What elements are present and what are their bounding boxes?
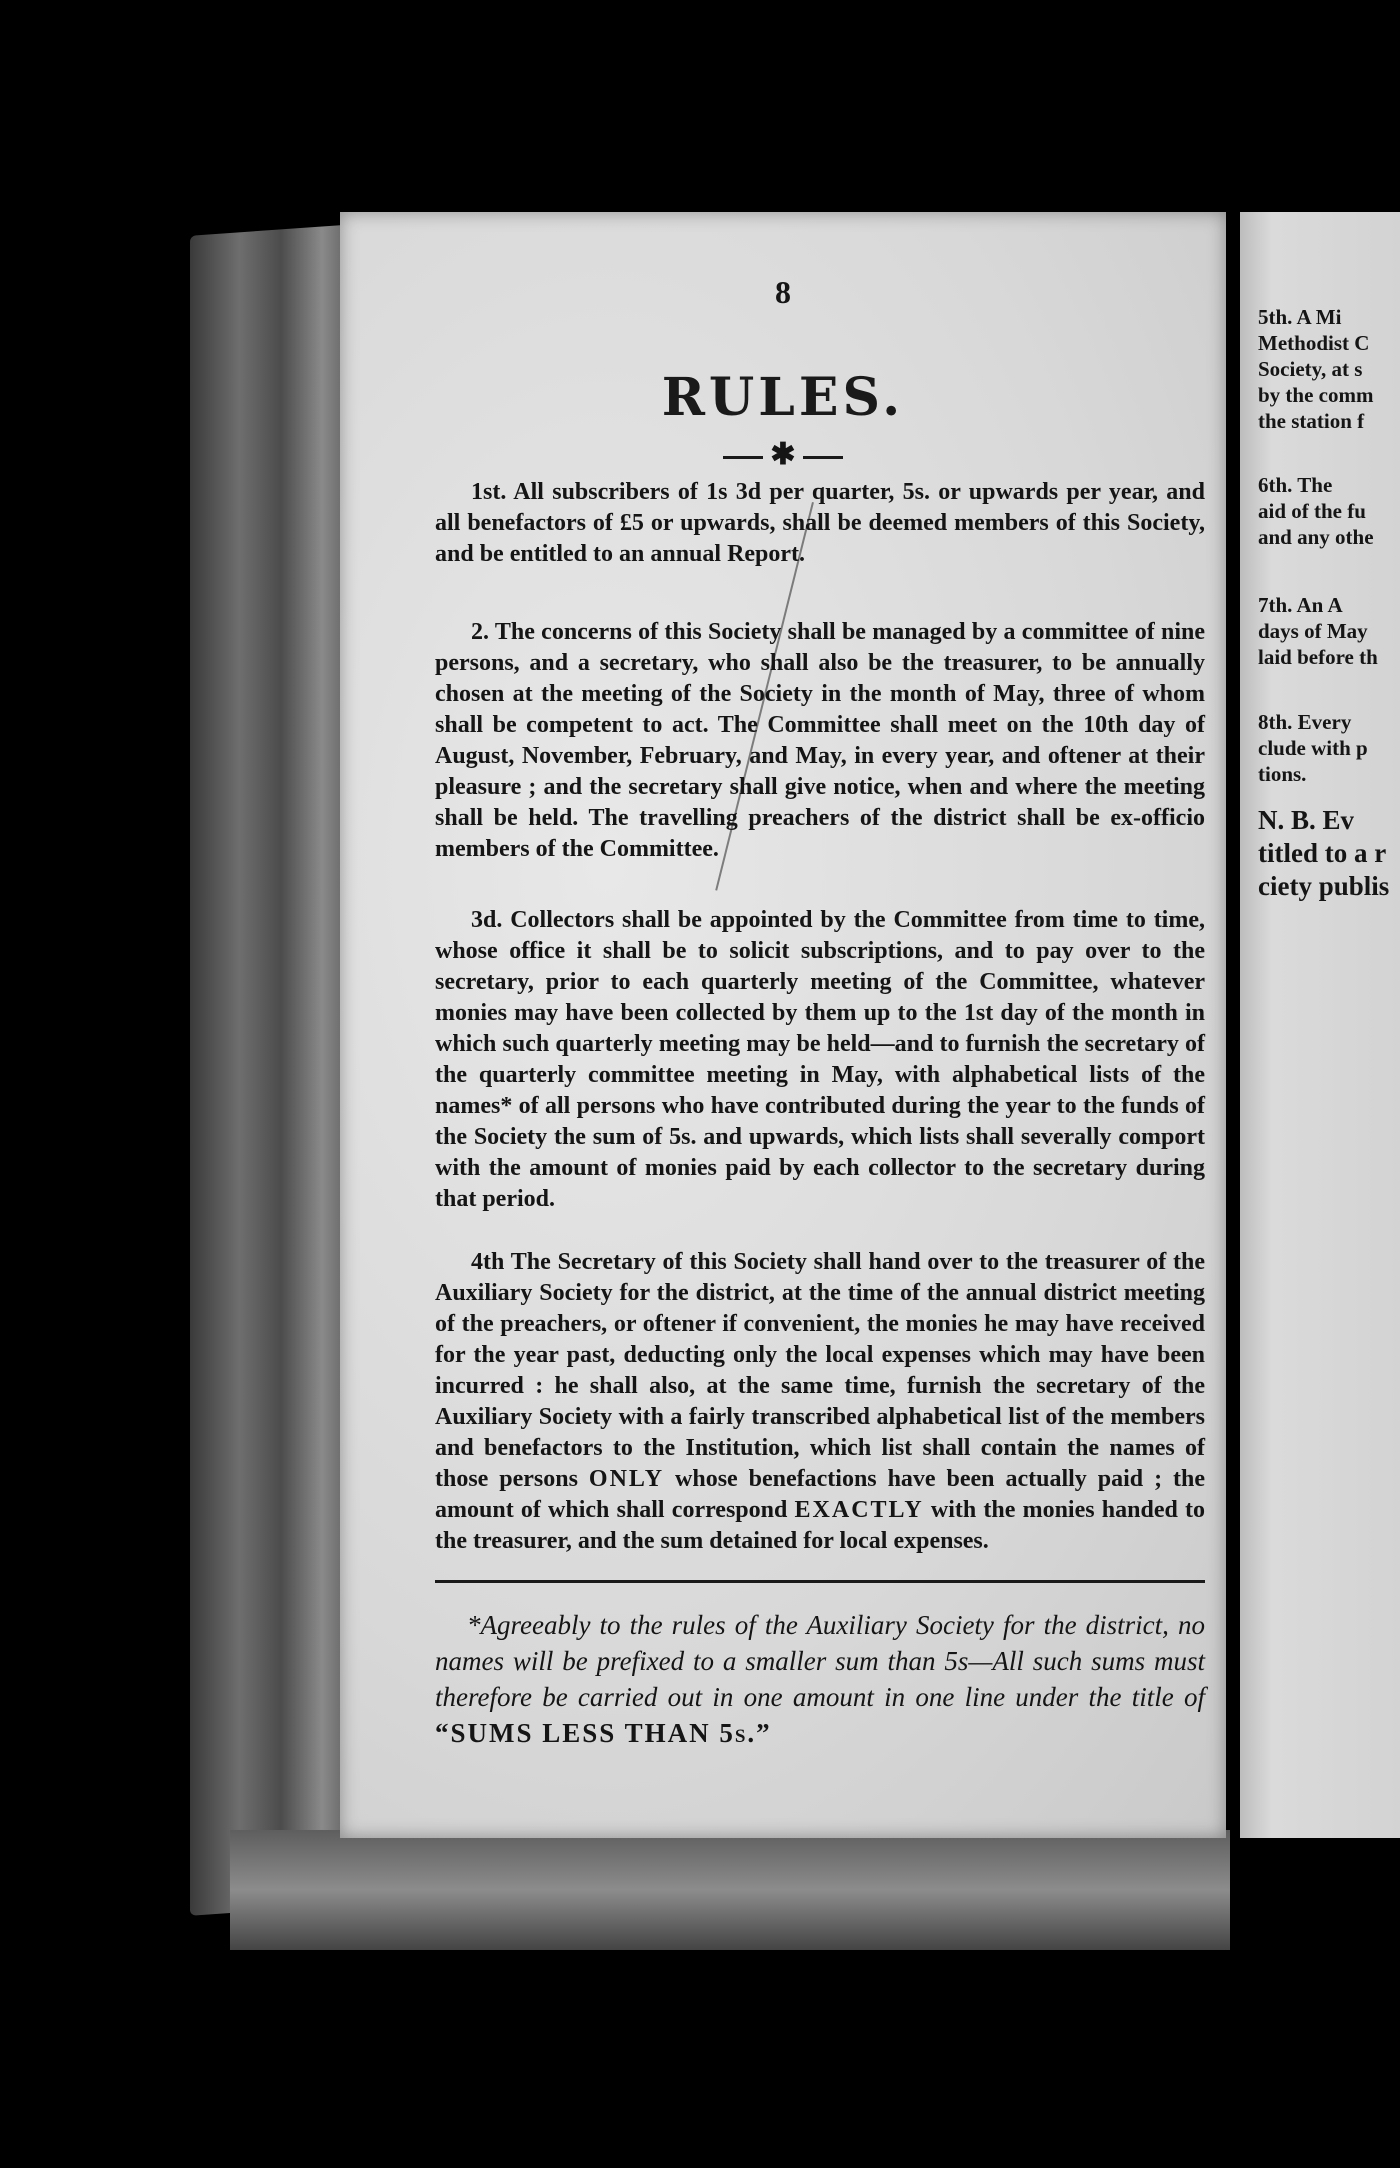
page-heading: RULES.	[661, 367, 905, 428]
footnote	[435, 1607, 1205, 1751]
ornament-rule-right	[803, 456, 843, 459]
facing-item-6: 6th. The aid of the fu and any othe	[1258, 473, 1374, 549]
rule-4-only: ONLY	[588, 1466, 665, 1492]
rule-2: 2. The concerns of this Society shall be managed by a committee of nine persons, and a secretary, who shall also be the treasurer, to be annually chosen at the meeting of the Society in the month of May, three of whom shall be competent to act. The Committee shall meet on the 10th day of August, November, February, and May, in every year, and oftener at their pleasure ; and the secretary shall give notice, when and where the meeting shall be held. The travelling preachers of the district shall be ex-officio members of the Committee.	[435, 619, 1205, 862]
rule-4-text-c: with the monies handed to the treasurer, and the sum detained for local expenses.	[435, 1497, 1206, 1554]
facing-item-7: 7th. An A days of May laid before th	[1258, 593, 1378, 669]
facing-item-nb: N. B. Ev titled to a r ciety publis	[1258, 805, 1390, 901]
book-binding-bottom	[230, 1830, 1230, 1950]
footnote-quoted: “SUMS LESS THAN 5s.”	[435, 1718, 772, 1748]
ornament-star-icon: ✱	[770, 438, 796, 471]
rule-4-text-b: whose benefactions have been actually paid ; the amount of which shall correspond	[435, 1466, 1206, 1523]
heading-ornament	[340, 437, 1226, 472]
rule-4-exactly: EXACTLY	[794, 1497, 924, 1523]
ornament-rule-left	[723, 456, 763, 459]
footnote-text: *Agreeably to the rules of the Auxiliary Society for the district, no names will be prefixed to a smaller sum than 5s—All such sums must therefore be carried out in one amount in one line under the title of	[435, 1610, 1205, 1712]
page-number: 8	[775, 274, 791, 310]
facing-item-5: 5th. A Mi Methodist C Society, at s by the comm the station f	[1258, 305, 1374, 433]
rule-4-text-a: 4th The Secretary of this Society shall hand over to the treasurer of the Auxiliary Society for the district, at the time of the annual district meeting of the preachers, or oftener if convenient, the monies he may have received for the year past, deducting only the local expenses which may have been incurred : he shall also, at the same time, furnish the secretary of the Auxiliary Society with a fairly transcribed alphabetical list of the members and benefactors to the Institution, which list shall contain the names of those persons	[435, 1249, 1205, 1492]
facing-page	[1240, 212, 1400, 1838]
document-page	[340, 212, 1226, 1838]
footnote-divider	[435, 1580, 1205, 1583]
rule-4	[435, 1247, 1205, 1557]
rule-3: 3d. Collectors shall be appointed by the Committee from time to time, whose office it shall be to solicit subscriptions, and to pay over to the secretary, prior to each quarterly meeting of the Committee, whatever monies may have been collected by them up to the 1st day of the month in which such quarterly meeting may be held—and to furnish the secretary of the quarterly committee meeting in May, with alphabetical lists of the names* of all persons who have contributed during the year to the funds of the Society the sum of 5s. and upwards, which lists shall severally comport with the amount of monies paid by each collector to the secretary during that period.	[435, 907, 1205, 1212]
book-binding-edge	[190, 224, 355, 1916]
facing-item-8: 8th. Every clude with p tions.	[1258, 710, 1368, 786]
rule-1: 1st. All subscribers of 1s 3d per quarter, 5s. or upwards per year, and all benefactors of £5 or upwards, shall be deemed members of this Society, and be entitled to an annual Report.	[435, 479, 1205, 567]
